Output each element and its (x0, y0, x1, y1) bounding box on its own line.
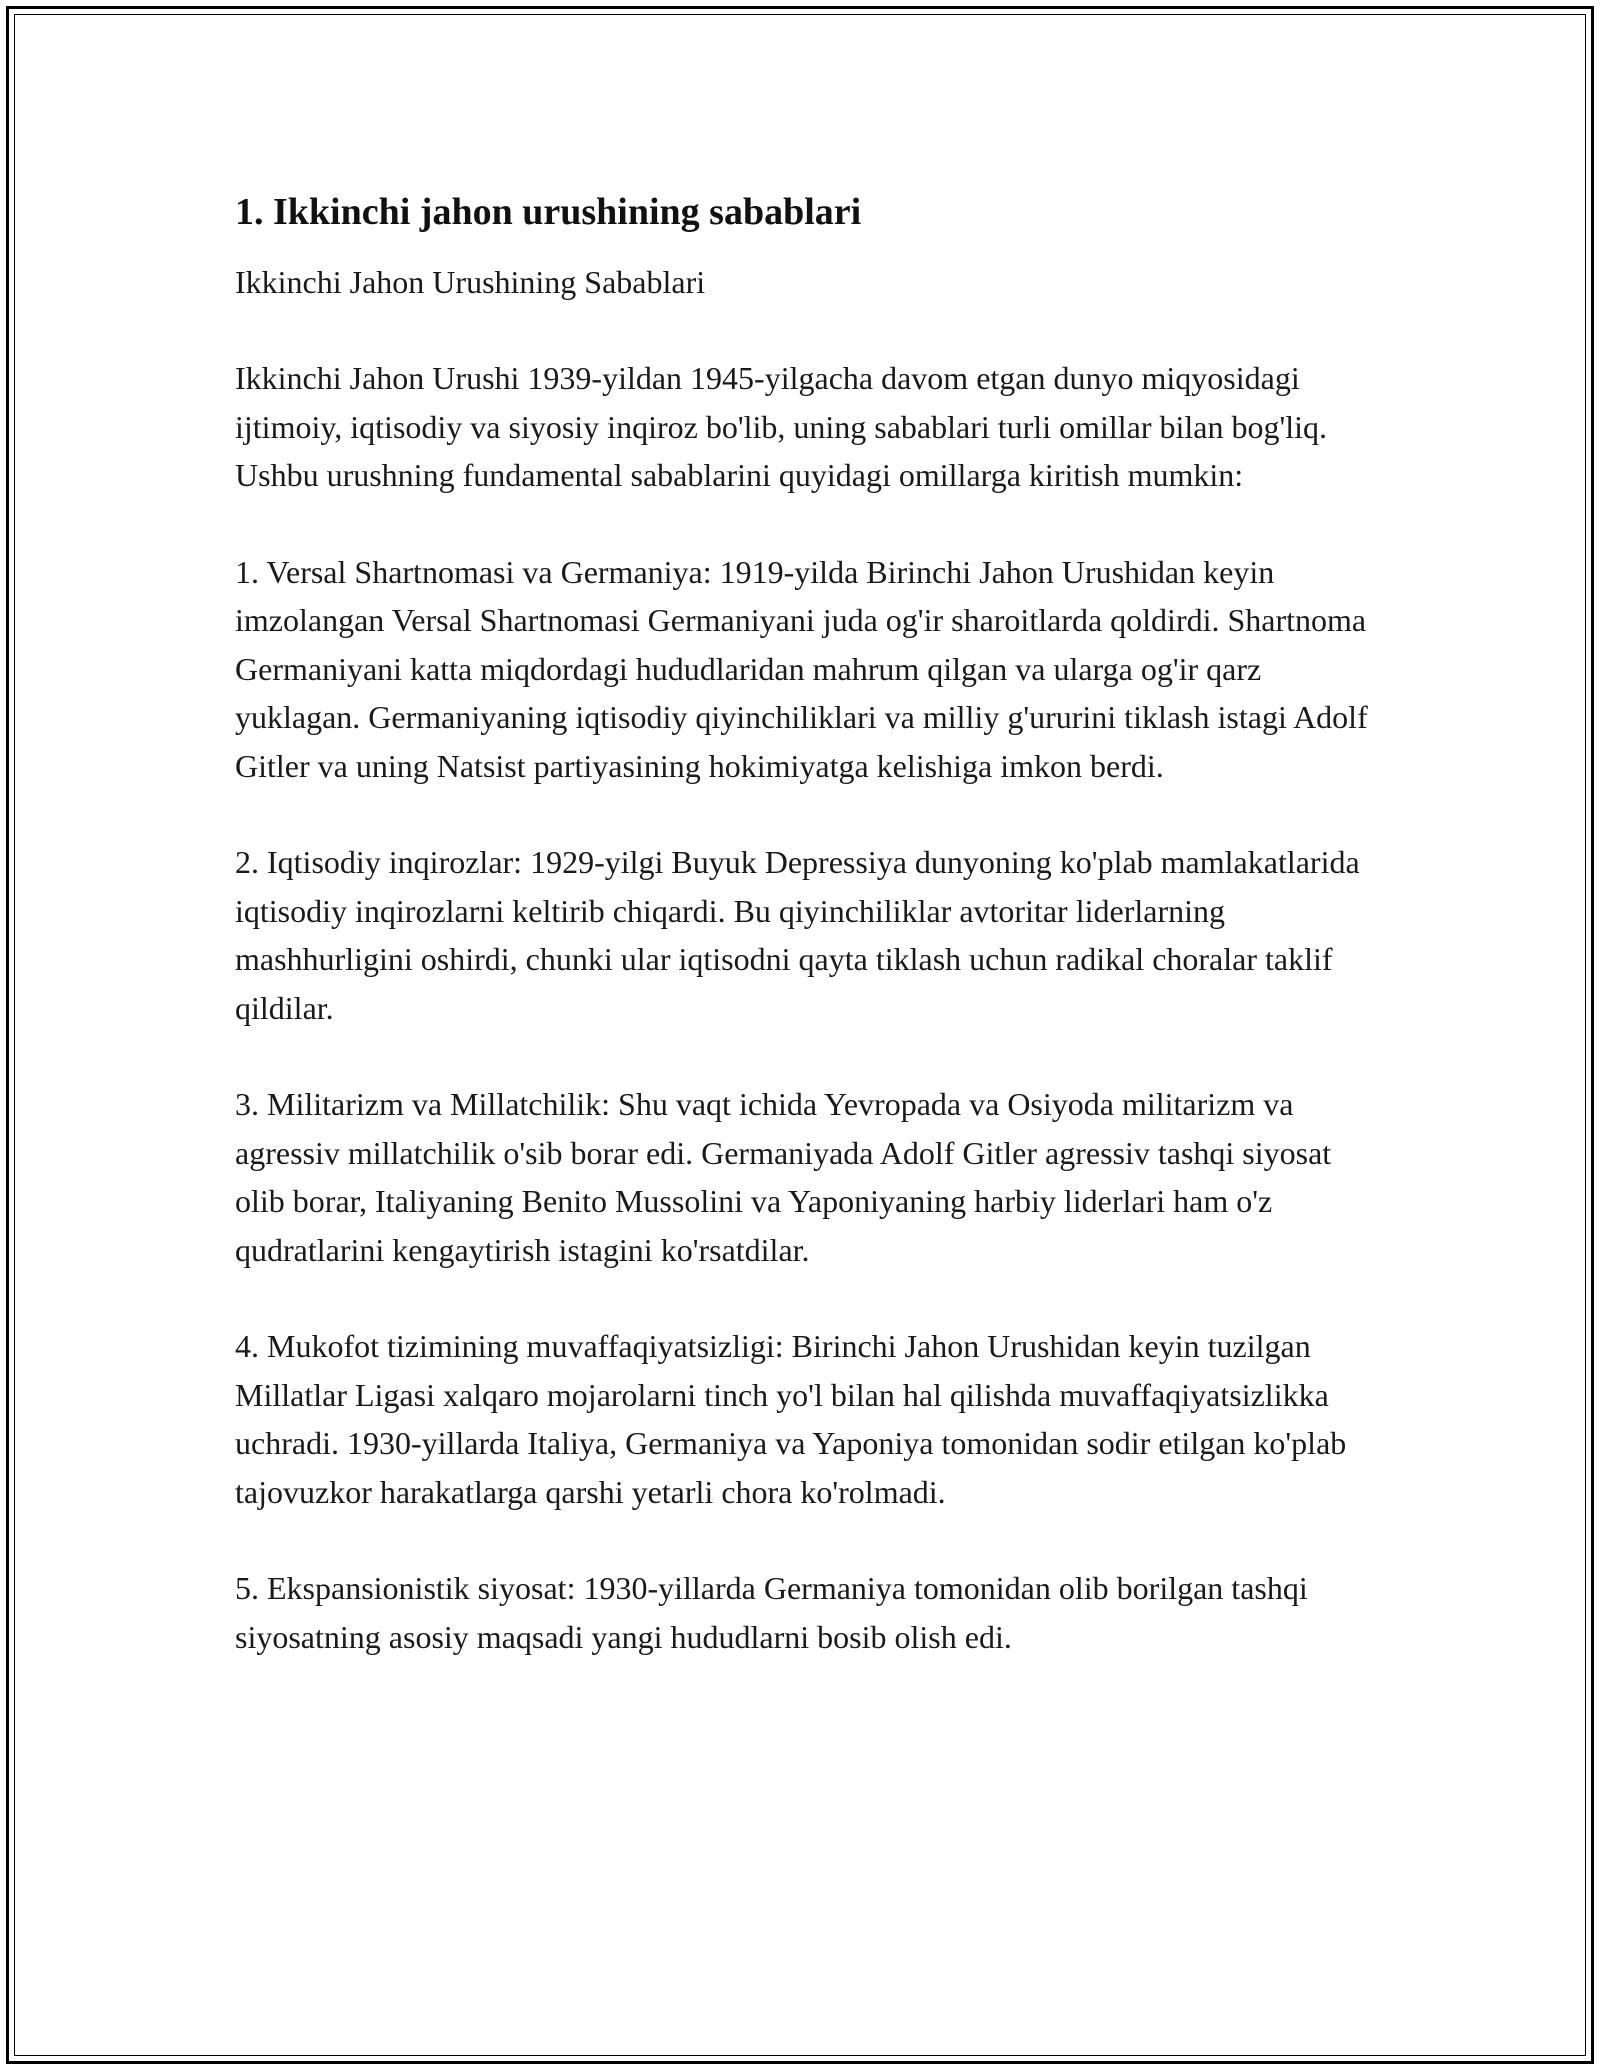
cause-paragraph-2: 2. Iqtisodiy inqirozlar: 1929-yilgi Buyuk Depressiya dunyoning ko'plab mamlakatlarida iqtisodiy inqirozlarni keltirib chiqardi. Bu qiyinchiliklar avtoritar liderlarning mashhurligini oshirdi, chunki ular iqtisodni qayta tiklash uchun radikal choralar taklif qildilar. (235, 844, 1360, 1026)
document-subtitle: Ikkinchi Jahon Urushining Sabablari (235, 264, 706, 300)
cause-paragraph-3: 3. Militarizm va Millatchilik: Shu vaqt ichida Yevropada va Osiyoda militarizm va agressiv millatchilik o'sib borar edi. Germaniyada Adolf Gitler agressiv tashqi siyosat olib borar, Italiyaning Benito Mussolini va Yaponiyaning harbiy liderlari ham o'z qudratlarini kengaytirish istagini ko'rsatdilar. (235, 1086, 1332, 1268)
intro-paragraph: Ikkinchi Jahon Urushi 1939-yildan 1945-yilgacha davom etgan dunyo miqyosidagi ijtimoiy, iqtisodiy va siyosiy inqiroz bo'lib, uning sabablari turli omillar bilan bog'liq. Ushbu urushning fundamental sabablarini quyidagi omillarga kiritish mumkin: (235, 360, 1328, 493)
cause-paragraph-5: 5. Ekspansionistik siyosat: 1930-yillarda Germaniya tomonidan olib borilgan tashqi siyosatning asosiy maqsadi yangi hududlarni bosib olish edi. (235, 1570, 1308, 1655)
cause-paragraph-1: 1. Versal Shartnomasi va Germaniya: 1919-yilda Birinchi Jahon Urushidan keyin imzolangan Versal Shartnomasi Germaniyani juda og'ir sharoitlarda qoldirdi. Shartnoma Germaniyani katta miqdordagi hududlaridan mahrum qilgan va ularga og'ir qarz yuklagan. Germaniyaning iqtisodiy qiyinchiliklari va milliy g'ururini tiklash istagi Adolf Gitler va uning Natsist partiyasining hokimiyatga kelishiga imkon berdi. (235, 553, 1368, 784)
document-title: 1. Ikkinchi jahon urushining sabablari (235, 191, 862, 233)
document-body (235, 188, 1375, 1709)
cause-paragraph-4: 4. Mukofot tizimining muvaffaqiyatsizligi: Birinchi Jahon Urushidan keyin tuzilgan Millatlar Ligasi xalqaro mojarolarni tinch yo'l bilan hal qilishda muvaffaqiyatsizlikka uchradi. 1930-yillarda Italiya, Germaniya va Yaponiya tomonidan sodir etilgan ko'plab tajovuzkor harakatlarga qarshi yetarli chora ko'rolmadi. (235, 1328, 1347, 1510)
